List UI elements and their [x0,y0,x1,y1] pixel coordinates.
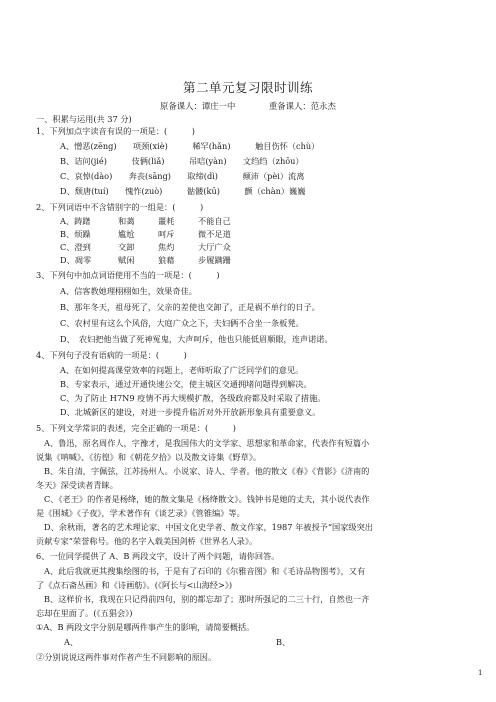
word: 尴尬 [118,229,135,239]
question-6-stem: 6、一位同学提供了 A、B 两段文字，设计了两个问题，请你回答。 [36,551,280,561]
question-6-passage-a-cont: 了《点石斋丛画》和《诗画舫》。(《阿长与<山海经>》) [36,580,233,590]
word: 微不足道 [198,229,231,239]
question-5-option-b: B、朱自清，字佩弦，江苏扬州人。小说家、诗人、学者。他的散文《春》《背影》《济南的 [44,466,370,476]
page-number: 1 [478,669,483,677]
section-heading: 一、积累与运用(共 37 分) [36,114,132,124]
word: 和蔼 [118,216,135,226]
question-4-option-a: A、在如何提高课堂效率的问题上，老师听取了广泛同学们的意见。 [60,365,304,375]
question-1-option-d: D、颓唐(tuí) 愧怍(zuò) 骷髅(kū) 颤（chàn）巍巍 [60,186,306,196]
question-2-option-c [60,242,231,253]
word: 不能自己 [198,216,231,226]
answer-label-b: B、 [276,637,291,647]
question-4-option-c: C、为了防止 H7N9 疫情不再大规模扩散，各级政府都及时采取了措施。 [60,393,326,403]
word: 狼藉 [158,255,175,265]
question-5-option-c-cont: 是《围城》《子夜》，学术著作有《谈艺录》《管锥编》等。 [36,508,245,518]
word: 焦灼 [158,242,175,252]
question-6-passage-b-cont: 忘却在里面了。(《五猖会》) [36,608,133,618]
word: 呵斥 [158,229,175,239]
question-5-option-c: C、《老王》的作者是杨绛，她的散文集是《杨绛散文》。钱钟书是她的丈夫，其小说代表作 [44,494,370,504]
question-5-stem: 5、下列文学常识的表述，完全正确的一项是：( ) [36,423,236,433]
word: 大厅广众 [198,242,231,252]
page-title: 第二单元复习限时训练 [182,80,313,95]
question-2-option-b [60,229,231,240]
word: D、凋零 [60,255,92,265]
question-6-passage-a: A、此后我就更其搜集绘图的书，于是有了石印的《尔雅音图》和《毛诗品物图考》，又有 [44,566,366,576]
question-3-option-d: D、 农妇把他当做了死神冤鬼，大声呵斥，他也只能低眉顺眼，连声诺诺。 [60,334,333,344]
question-6-subquestion-1: ①A、B 两段文字分别是哪两件事产生的影响，请简要概括。 [36,622,255,632]
question-6-subquestion-2: ②分别说说这两件事对作者产生不同影响的原因。 [36,652,217,662]
question-1-option-c: C、哀悼(dào) 奔丧(sāng) 取缔(dì) 颠沛（pèi）流离 [60,171,305,181]
question-3-stem: 3、下列句中加点词语使用不当的一项是：( ) [36,270,220,280]
question-4-option-b: B、专家表示，通过开通快速公交，使主城区交通拥堵问题得到解决。 [60,379,312,389]
word: 交卸 [118,242,135,252]
word: 赋闲 [118,255,135,265]
question-5-option-a: A、鲁迅，原名周作人，字豫才，是我国伟大的文学家、思想家和革命家，代表作有短篇小 [44,438,370,448]
question-1-option-b: B、诘问(jié) 伎俩(liǎ) 吊唁(yàn) 文绉绉（zhōu） [60,156,304,166]
question-4-option-d: D、北城新区的建设，对进一步提升临沂对外开放新形象具有重要意义。 [60,407,321,417]
question-2-option-a [60,216,231,227]
question-3-option-c: C、农村里有这么个风俗，大庭广众之下，夫妇俩不合坐一条板凳。 [60,318,304,328]
question-6-passage-b: B、这样价书，我现在只记得前四句，别的都忘却了；那时所强记的二三十行，自然也一齐 [44,594,370,604]
word: 噩耗 [158,216,175,226]
question-2-option-d [60,255,231,266]
answer-label-a: A、 [64,637,79,647]
question-5-option-b-cont: 冬天》深受读者青睐。 [36,480,118,490]
question-1-option-a: A、憎恶(zēng) 项颈(xiè) 稀罕(hǎn) 触目伤怀（chù） [60,141,320,151]
word: C、澄到 [60,242,91,252]
question-5-option-a-cont: 说集《呐喊》、《彷徨》和《朝花夕拾》以及散文诗集《野草》。 [36,452,262,462]
question-5-option-d-cont: 贡献专家”荣誉称号。他的名字入载美国剑桥《世界名人录》。 [36,536,258,546]
question-3-option-b: B、那年冬天，祖母死了，父亲的差使也交卸了，正是祸不单行的日子。 [60,302,320,312]
word: A、踌躇 [60,216,91,226]
authors-line: 原备课人：谭庄一中 重备课人：范永杰 [160,101,336,111]
question-5-option-d: D、余秋雨，著名的艺术理论家、中国文化史学者、散文作家，1987 年被授予“国家级突出 [44,522,373,532]
question-3-option-a: A、信客教她理栩栩如生，效果奇佳。 [60,286,197,296]
word: B、烦躁 [60,229,91,239]
word: 步履蹒跚 [198,255,231,265]
question-2-stem: 2、下列词语中不含错别字的一组是：( ) [36,202,204,212]
question-4-stem: 4、下列句子没有语病的一项是：( ) [36,350,187,360]
question-1-stem: 1、下列加点字读音有误的一项是：( ) [36,126,195,136]
